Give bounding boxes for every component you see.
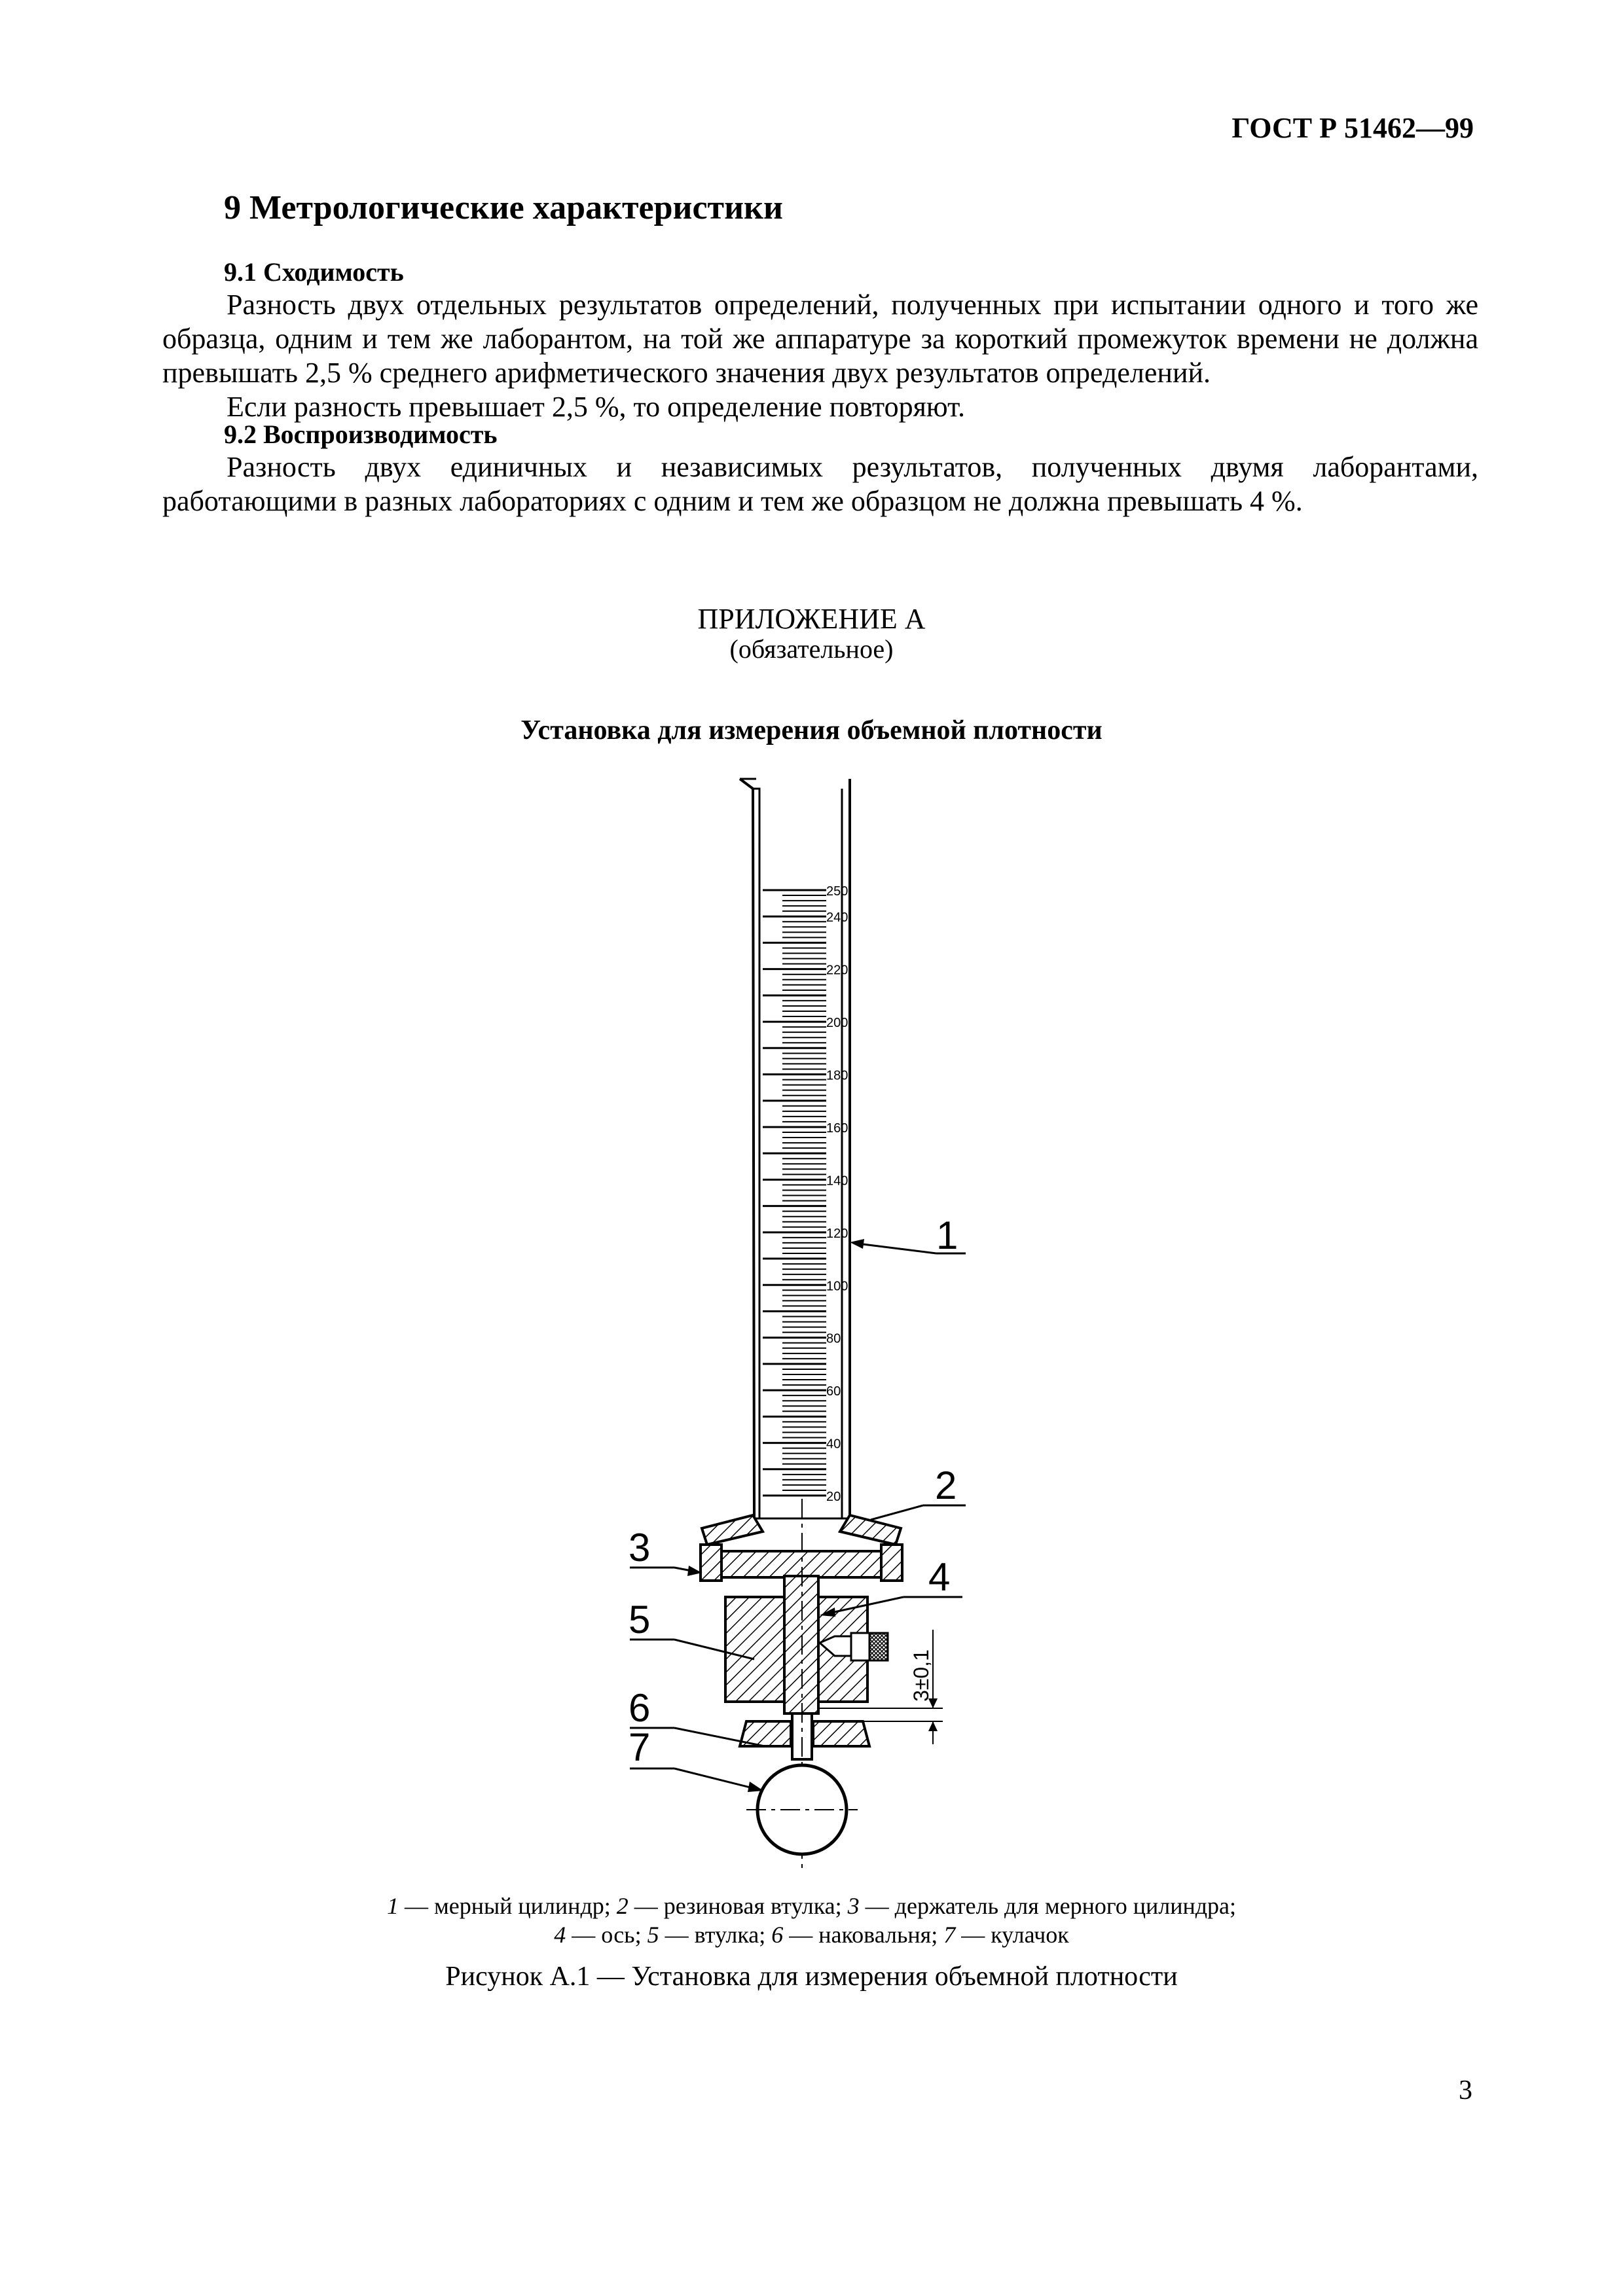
scale-label: 200 — [826, 1016, 848, 1031]
callout-3: 3 — [629, 1526, 651, 1570]
legend-text-7: — кулачок — [961, 1922, 1069, 1948]
scale-label: 80 — [826, 1331, 841, 1346]
legend-text-5: — втулка; — [665, 1922, 766, 1948]
legend-num-6: 6 — [771, 1922, 784, 1948]
legend-num-4: 4 — [554, 1922, 566, 1948]
legend-num-3: 3 — [847, 1893, 860, 1919]
callout-6: 6 — [629, 1686, 651, 1730]
appendix-subtitle: (обязательное) — [729, 634, 894, 664]
legend-num-7: 7 — [943, 1922, 956, 1948]
legend-text-1: — мерный цилиндр; — [404, 1893, 611, 1919]
scale-labels — [826, 884, 848, 1504]
scale-label: 180 — [826, 1068, 848, 1083]
legend-num-1: 1 — [386, 1893, 399, 1919]
scale-label: 140 — [826, 1174, 848, 1189]
legend-num-5: 5 — [647, 1922, 659, 1948]
paragraph-repeat-text: Если разность превышает 2,5 %, то определение повторяют. — [227, 391, 966, 423]
scale-label: 240 — [826, 910, 848, 925]
callout-1: 1 — [936, 1213, 958, 1257]
scale-label: 160 — [826, 1121, 848, 1136]
subsection-title-reproducibility: 9.2 Воспроизводимость — [224, 420, 498, 449]
figure-caption: Рисунок А.1 — Установка для измерения объемной плотности — [445, 1962, 1178, 1992]
paragraph-reproducibility-text: Разность двух единичных и независимых результатов, полученных двумя лаборантами, работающими в разных лабораториях с одним и тем же образцом не должна превышать 4 %. — [162, 451, 1478, 517]
figure-title: Установка для измерения объемной плотности — [520, 715, 1103, 745]
legend-text-3: — держатель для мерного цилиндра; — [865, 1893, 1237, 1919]
paragraph-convergence-text: Разность двух отдельных результатов определений, полученных при испытании одного и того же образца, одним и тем же лаборантом, на той же аппаратуре за короткий промежуток времени не должна превышать 2,5 % среднего арифметического значения двух результатов определений. — [162, 289, 1478, 389]
scale-label: 60 — [826, 1384, 841, 1399]
legend-text-6: — наковальня; — [789, 1922, 938, 1948]
dimension-mark — [818, 1630, 1309, 1744]
callout-5: 5 — [629, 1598, 651, 1641]
cam — [746, 1765, 858, 1854]
scale-label: 100 — [826, 1279, 848, 1294]
callout-4: 4 — [928, 1555, 951, 1599]
scale-label: 120 — [826, 1226, 848, 1241]
scale-label: 250 — [826, 884, 848, 899]
figure-legend-line-2 — [0, 1920, 1623, 1949]
document-code: ГОСТ Р 51462—99 — [1231, 112, 1474, 144]
appendix-title: ПРИЛОЖЕНИЕ А — [697, 603, 926, 635]
legend-num-2: 2 — [616, 1893, 629, 1919]
section-title: 9 Метрологические характеристики — [224, 189, 783, 226]
callout-7: 7 — [629, 1725, 651, 1769]
subsection-title-convergence: 9.1 Сходимость — [224, 257, 404, 287]
scale-label: 20 — [826, 1490, 841, 1504]
graduation-scale — [763, 890, 826, 1496]
legend-text-4: — ось; — [572, 1922, 642, 1948]
scale-label: 40 — [826, 1437, 841, 1452]
callout-2: 2 — [935, 1463, 957, 1507]
figure-legend-line-1 — [0, 1892, 1623, 1920]
legend-text-2: — резиновая втулка; — [634, 1893, 842, 1919]
scale-label: 220 — [826, 963, 848, 978]
page-number: 3 — [1459, 2075, 1472, 2106]
dimension-label: 3±0,1 — [909, 1649, 933, 1702]
